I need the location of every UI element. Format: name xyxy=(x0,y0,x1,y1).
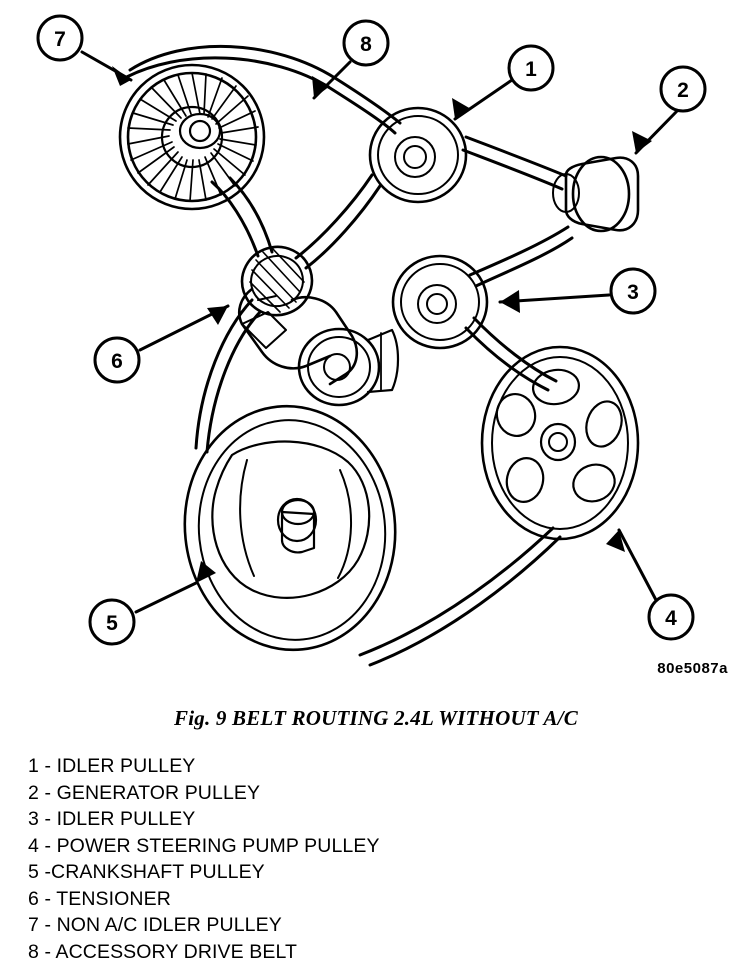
callout-label-1: 1 xyxy=(525,58,537,81)
idler-pulley-3 xyxy=(393,256,487,348)
callout-label-7: 7 xyxy=(54,28,66,51)
callout-label-4: 4 xyxy=(665,607,677,630)
list-item xyxy=(28,780,752,807)
legend-entry-6: 6 - TENSIONER xyxy=(28,888,171,910)
legend-list xyxy=(28,753,752,965)
legend-entry-2: 2 - GENERATOR PULLEY xyxy=(28,782,260,804)
list-item xyxy=(28,753,752,780)
power-steering-pump-pulley-4 xyxy=(482,347,638,539)
callout-label-3: 3 xyxy=(627,281,639,304)
list-item xyxy=(28,806,752,833)
callout-label-2: 2 xyxy=(677,79,689,102)
callout-label-5: 5 xyxy=(106,612,118,635)
list-item xyxy=(28,833,752,860)
legend-entry-4: 4 - POWER STEERING PUMP PULLEY xyxy=(28,835,380,857)
list-item xyxy=(28,912,752,939)
legend-entry-7: 7 - NON A/C IDLER PULLEY xyxy=(28,914,282,936)
legend-entry-5: 5 -CRANKSHAFT PULLEY xyxy=(28,861,265,883)
legend-entry-8: 8 - ACCESSORY DRIVE BELT xyxy=(28,941,297,963)
figure-caption: Fig. 9 BELT ROUTING 2.4L WITHOUT A/C xyxy=(0,706,752,731)
list-item xyxy=(28,859,752,886)
non-ac-idler-pulley-7 xyxy=(120,65,264,209)
legend-entry-1: 1 - IDLER PULLEY xyxy=(28,755,195,777)
callout-label-6: 6 xyxy=(111,350,123,373)
accessory-drive-belt-path xyxy=(121,46,572,665)
callout-leaders xyxy=(82,52,678,612)
list-item xyxy=(28,886,752,913)
idler-pulley-1 xyxy=(370,108,466,202)
callout-label-8: 8 xyxy=(360,33,372,56)
generator-pulley-2 xyxy=(553,157,638,231)
callout-bubbles xyxy=(38,16,705,644)
figure-part-code: 80e5087a xyxy=(657,660,728,677)
legend-entry-3: 3 - IDLER PULLEY xyxy=(28,808,195,830)
tensioner-6 xyxy=(233,238,398,405)
